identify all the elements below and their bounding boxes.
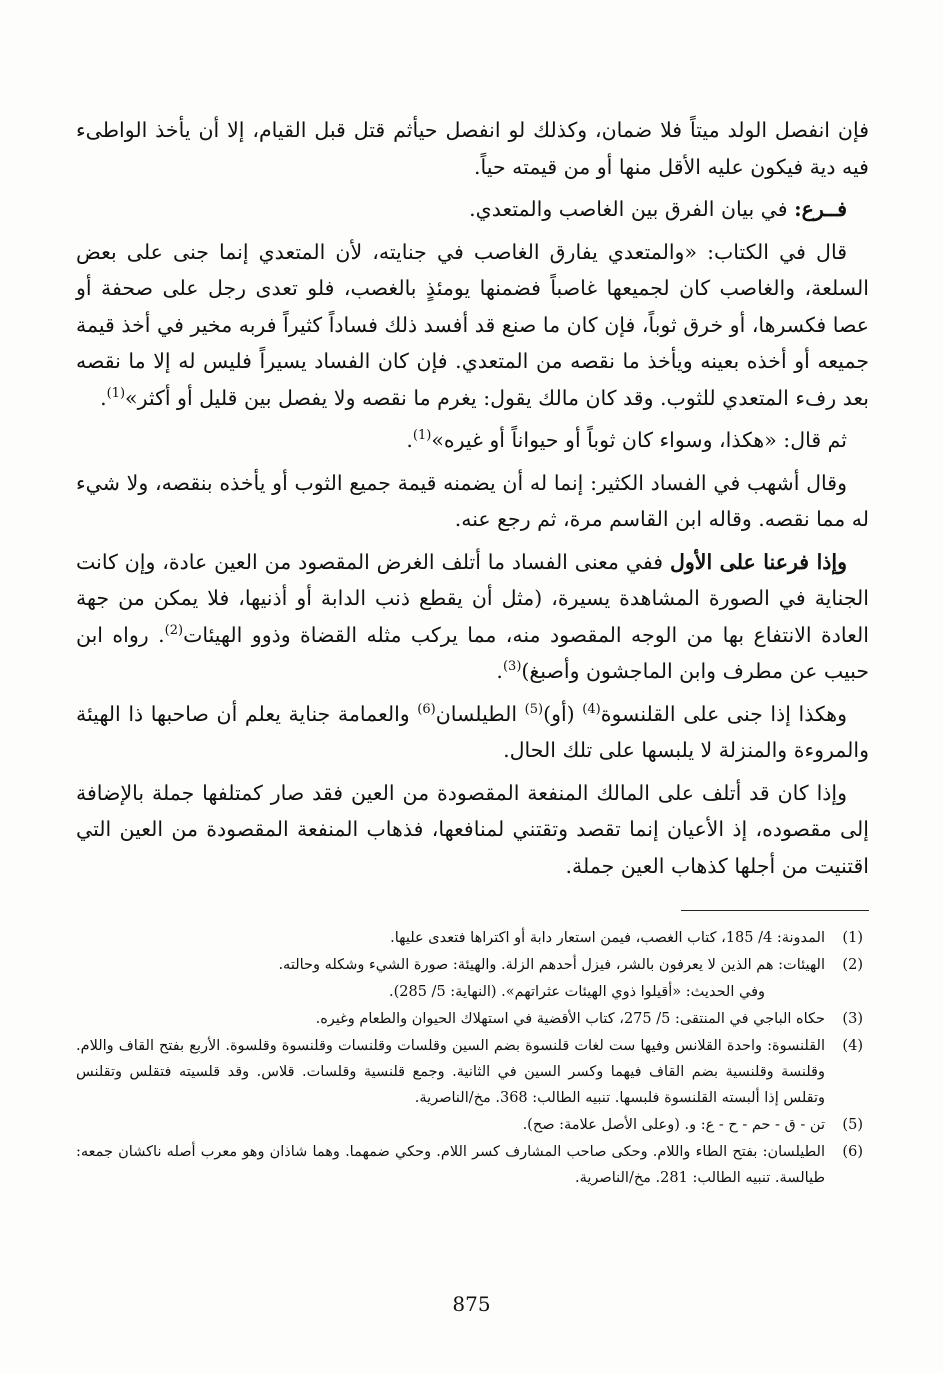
footnote-text: المدونة: 4/ 185، كتاب الغصب، فيمن استعار دابة أو اكتراها فتعدى عليها. xyxy=(390,930,825,946)
paragraph: فإن انفصل الولد ميتاً فلا ضمان، وكذلك لو انفصل حيأثم قتل قبل القيام، إلا أن يأخذ الواطىء فيه دية فيكون عليه الأقل منها أو من قيمته حياً. xyxy=(76,118,869,179)
footnote-separator xyxy=(681,910,869,911)
footnote xyxy=(76,1006,869,1032)
footnote-continuation: وفي الحديث: «أقيلوا ذوي الهيئات عثراتهم». (النهاية: 5/ 285). xyxy=(388,984,765,1000)
footnote xyxy=(76,925,869,951)
footnote-number: (6) xyxy=(842,1144,863,1160)
footnote-text: الطيلسان: بفتح الطاء واللام. وحكى صاحب المشارف كسر اللام. وحكي ضمهما. وهما شاذان وهو معرب أصله ناكشان جمعه: طيالسة. تنبيه الطالب: 281. مخ/الناصرية. xyxy=(76,1144,825,1186)
page-number: 875 xyxy=(452,1292,491,1316)
footnote-number: (3) xyxy=(842,1011,863,1027)
footnote-number: (5) xyxy=(842,1117,863,1133)
footnote-text: الهيئات: هم الذين لا يعرفون بالشر، فيزل أحدهم الزلة. والهيئة: صورة الشيء وشكله وحالته. xyxy=(278,957,825,973)
footnote xyxy=(76,952,869,978)
paragraph: وقال أشهب في الفساد الكثير: إنما له أن يضمنه قيمة جميع الثوب أو يأخذه بنقصه، ولا شيء له مما نقصه. وقاله ابن القاسم مرة، ثم رجع عنه. xyxy=(76,470,869,531)
footnote-number: (4) xyxy=(842,1038,863,1054)
footnote-text: القلنسوة: واحدة القلانس وفيها ست لغات قلنسوة بضم السين وقلسات وقلنسات وقلنسوة وقلسوة. الأربع بفتح القاف واللام. وقلنسة وقلنسية بضم القاف فيهما وكسر السين في الثانية. وجمع قلنسية وقلسات. قلاس. وقد قلسيته فتقلس وتقلنس وتقلس إذا ألبسته القلنسوة فلبسها. تنبيه الطالب: 368. مخ/الناصرية. xyxy=(76,1038,825,1106)
paragraph: وإذا كان قد أتلف على المالك المنفعة المقصودة من العين فقد صار كمتلفها جملة بالإضافة إلى مقصوده، إذ الأعيان إنما تقصد وتقتني لمنافعها، فذهاب المنفعة المقصودة من العين التي اقتنيت من أجلها كذهاب العين جملة. xyxy=(76,780,869,878)
footnote xyxy=(76,1033,869,1111)
footnote xyxy=(76,1139,869,1191)
paragraph: ثم قال: «هكذا، وسواء كان ثوباً أو حيواناً أو غيره»$^{(1)}$. xyxy=(406,428,847,452)
footnote xyxy=(76,1112,869,1138)
footnotes xyxy=(76,925,869,1191)
paragraph: فــرع: في بيان الفرق بين الغاصب والمتعدي. xyxy=(469,197,847,221)
paragraph: وهكذا إذا جنى على القلنسوة$^{(4)}$ (أو)$^{(5)}$ الطيلسان$^{(6)}$ والعمامة جناية يعلم أن صاحبها ذا الهيئة والمروءة والمنزلة لا يلبسها على تلك الحال. xyxy=(76,701,869,762)
footnote-text: حكاه الباجي في المنتقى: 5/ 275، كتاب الأقضية في استهلاك الحيوان والطعام وغيره. xyxy=(315,1011,825,1027)
main-text xyxy=(76,112,869,884)
footnote-text: تن - ق - حم - ح - ع: و. (وعلى الأصل علامة: صح). xyxy=(522,1117,825,1133)
footnote-number: (2) xyxy=(842,957,863,973)
paragraph: وإذا فرعنا على الأول ففي معنى الفساد ما أتلف الغرض المقصود من العين عادة، وإن كانت الجناية في الصورة المشاهدة يسيرة، (مثل أن يقطع ذنب الدابة أو أذنيها، فلا يمكن من جهة العادة الانتفاع بها من الوجه المقصود منه، مما يركب مثله القضاة وذوو الهيئات$^{(2)}$. رواه ابن حبيب عن مطرف وابن الماجشون وأصبغ)$^{(3)}$. xyxy=(76,549,870,683)
paragraph: قال في الكتاب: «والمتعدي يفارق الغاصب في جنايته، لأن المتعدي إنما جنى على بعض السلعة، والغاصب كان لجميعها غاصباً فضمنها يومئذٍ بالغصب، فلو تعدى رجل على صحفة أو عصا فكسرها، أو خرق ثوباً، فإن كان ما صنع قد أفسد ذلك فساداً كثيراً فربه مخير في أخذ قيمة جميعه أو أخذه بعينه ويأخذ ما نقصه من المتعدي. فإن كان الفساد يسيراً فليس له إلا ما نقصه بعد رفء المتعدي للثوب. وقد كان مالك يقول: يغرم ما نقصه ولا يفصل بين قليل أو أكثر»$^{(1)}$. xyxy=(76,239,869,410)
footnote-number: (1) xyxy=(842,930,863,946)
